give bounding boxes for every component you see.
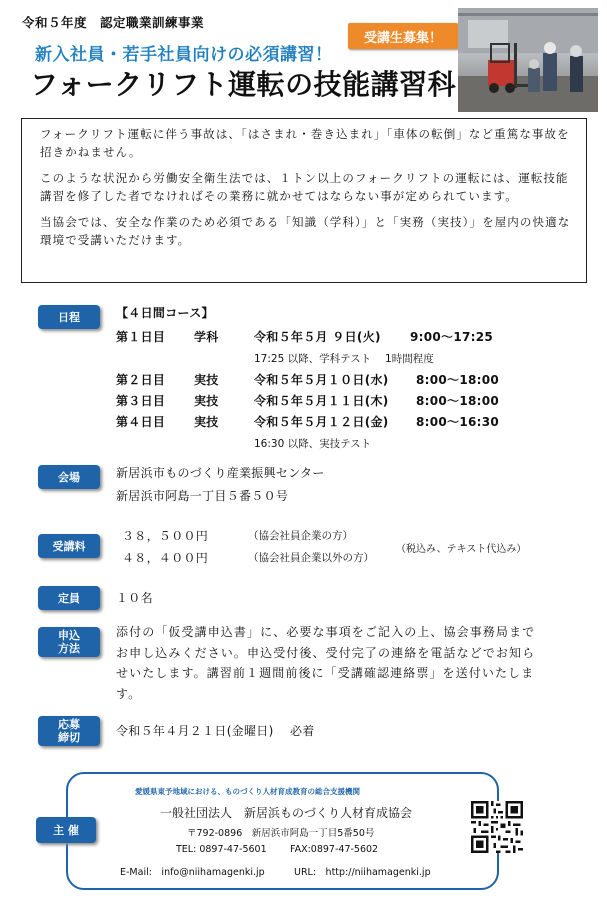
schedule-note: 17:25 以降、学科テスト 1時間程度 [254, 353, 434, 365]
forklift-photo [458, 8, 598, 112]
venue-label: 会場 [38, 465, 100, 489]
organizer-postal: 〒792-0896 新居浜市阿島一丁目5番50号 [187, 828, 375, 839]
organizer-email: E-Mail: info@niihamagenki.jp [120, 867, 265, 878]
schedule-type: 実技 [194, 373, 219, 387]
application-text: 添付の「仮受講申込書」に、必要な事項をご記入の上、協会事務局までお申し込みください。申込受付後、受付完了の連絡を電話などでお知らせいたします。講習前１週間前後に「受講確認連絡票」を送付いたします。 [116, 625, 536, 701]
qr-code-image [471, 801, 523, 853]
fee-nonmember-price: ４８，４００円 [122, 551, 209, 565]
schedule-date: 令和５年５月１２日(金) [254, 415, 389, 429]
schedule-day: 第３日目 [116, 394, 166, 408]
deadline-value: 令和５年４月２１日(金曜日) 必着 [116, 724, 315, 738]
schedule-type: 実技 [194, 415, 219, 429]
fee-tax-note: （税込み、テキスト代込み） [396, 544, 527, 555]
schedule-day: 第４日目 [116, 415, 166, 429]
schedule-date: 令和５年５月 ９日(火) [254, 330, 381, 344]
schedule-day: 第１日目 [116, 330, 166, 344]
intro-box [21, 118, 587, 283]
application-label-line: 方法 [58, 642, 80, 655]
intro-paragraph: 当協会では、安全な作業のため必須である「知識（学科）」と「実務（実技）」を屋内の快適な環境で受講いただけます。 [40, 215, 571, 247]
course-name: 【４日間コース】 [116, 306, 214, 320]
fee-member-note: （協会社員企業の方） [248, 530, 353, 542]
intro-paragraph: フォークリフト運転に伴う事故は、「はさまれ・巻き込まれ」「車体の転倒」など重篤な事故を招きかねません。 [40, 127, 570, 159]
schedule-time: 8:00～18:00 [416, 373, 500, 387]
schedule-label: 日程 [38, 305, 100, 329]
venue-address: 新居浜市阿島一丁目５番５０号 [116, 489, 289, 503]
venue-name: 新居浜市ものづくり産業振興センター [116, 466, 325, 480]
application-label-line: 申込 [58, 629, 80, 642]
organizer-url: URL: http://niihamagenki.jp [294, 867, 431, 878]
capacity-value: １０名 [116, 591, 153, 605]
schedule-note: 16:30 以降、実技テスト [254, 438, 372, 450]
schedule-date: 令和５年５月１１日(木) [254, 394, 389, 408]
organizer-tel: TEL: 0897-47-5601 [176, 844, 267, 855]
schedule-time: 8:00～16:30 [416, 415, 500, 429]
recruit-badge: 受講生募集！ [348, 23, 458, 49]
fee-nonmember-note: （協会社員企業以外の方） [248, 552, 374, 564]
organizer-fax: FAX:0897-47-5602 [290, 844, 379, 855]
forklift-scene-image [458, 8, 598, 112]
deadline-label-line: 締切 [58, 731, 80, 744]
deadline-label-line: 応募 [58, 718, 80, 731]
schedule-time: 9:00～17:25 [410, 330, 494, 344]
schedule-type: 実技 [194, 394, 219, 408]
intro-paragraph: このような状況から労働安全衛生法では、１トン以上のフォークリフトの運転には、運転技能講習を修了した者でなければその業務に就かせてはならない事が定められています。 [40, 171, 569, 203]
schedule-time: 8:00～18:00 [416, 394, 500, 408]
organizer-label: 主 催 [36, 817, 96, 843]
schedule-date: 令和５年５月１０日(水) [254, 373, 389, 387]
fee-member-price: ３８，５００円 [122, 529, 209, 543]
schedule-type: 学科 [194, 330, 219, 344]
program-line: 令和５年度 認定職業訓練事業 [22, 15, 205, 30]
page-title: フォークリフト運転の技能講習科 [30, 68, 457, 101]
organizer-tagline: 愛媛県東予地域における、ものづくり人材育成教育の総合支援機関 [135, 787, 360, 796]
subtitle: 新入社員・若手社員向けの必須講習！ [35, 45, 333, 65]
application-label [38, 627, 100, 657]
organizer-name: 一般社団法人 新居浜ものづくり人材育成協会 [160, 806, 413, 820]
schedule-day: 第２日目 [116, 373, 166, 387]
capacity-label: 定員 [38, 586, 100, 610]
deadline-label [38, 716, 100, 746]
fee-label: 受講料 [38, 534, 100, 558]
